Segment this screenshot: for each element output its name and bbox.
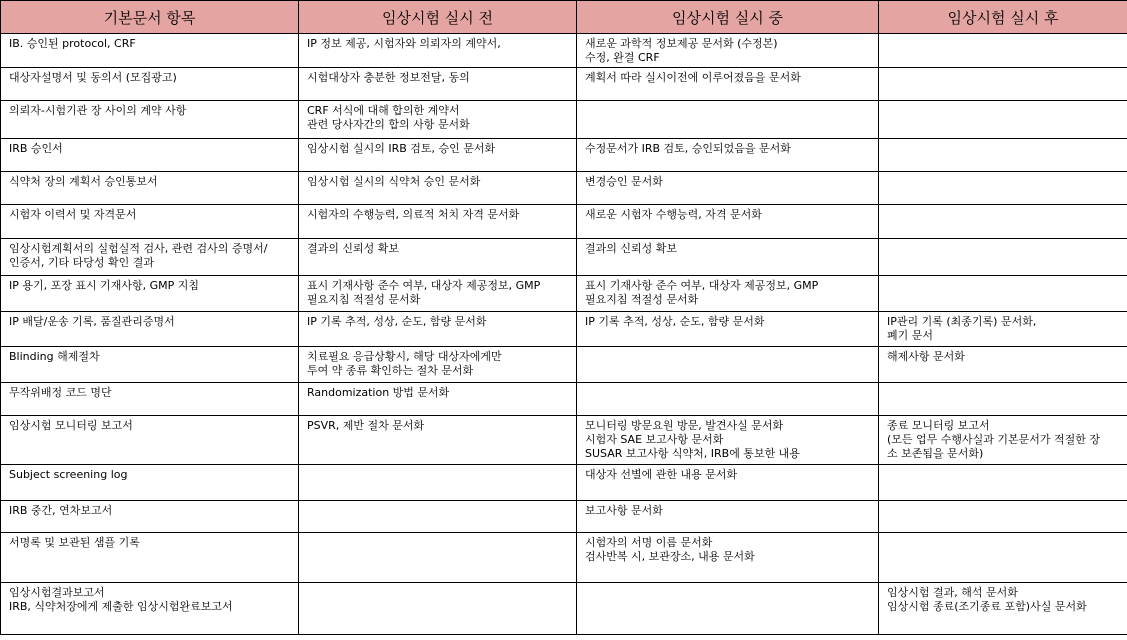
table-row	[1, 465, 1127, 501]
document-item-cell	[1, 101, 299, 139]
cell-text: 변경승인 문서화	[585, 175, 663, 188]
before-trial-cell	[299, 34, 577, 68]
document-item-cell	[1, 312, 299, 347]
cell-text	[299, 501, 576, 506]
cell-text: 임상시험 모니터링 보고서	[9, 419, 133, 432]
before-trial-cell	[299, 172, 577, 205]
document-item-cell	[1, 139, 299, 172]
cell-text: 보고사항 문서화	[585, 504, 663, 517]
cell-text: IRB 승인서	[9, 142, 63, 155]
cell-text: 임상시험 실시의 IRB 검토, 승인 문서화	[307, 142, 496, 155]
cell-text: 결과의 신뢰성 확보	[307, 242, 400, 255]
after-trial-cell	[879, 383, 1127, 416]
during-trial-cell	[577, 139, 879, 172]
after-trial-cell	[879, 172, 1127, 205]
after-trial-cell	[879, 583, 1127, 635]
cell-text	[879, 205, 1127, 210]
table-row	[1, 312, 1127, 347]
document-item-cell	[1, 383, 299, 416]
during-trial-cell	[577, 34, 879, 68]
cell-text	[879, 383, 1127, 388]
cell-text: IP 정보 제공, 시험자와 의뢰자의 계약서,	[307, 37, 501, 50]
header-basic-document-item: 기본문서 항목	[1, 1, 299, 34]
cell-text: 식약처 장의 계획서 승인통보서	[9, 175, 158, 188]
cell-text: IP 기록 추적, 성상, 순도, 함량 문서화	[307, 315, 487, 328]
cell-text	[299, 533, 576, 538]
document-item-cell	[1, 533, 299, 583]
during-trial-cell	[577, 239, 879, 276]
after-trial-cell	[879, 347, 1127, 383]
document-item-cell	[1, 583, 299, 635]
cell-text: 결과의 신뢰성 확보	[585, 242, 678, 255]
table-row	[1, 347, 1127, 383]
table-row	[1, 34, 1127, 68]
before-trial-cell	[299, 533, 577, 583]
cell-text: 시험자의 수행능력, 의료적 처치 자격 문서화	[307, 208, 520, 221]
after-trial-cell	[879, 68, 1127, 101]
before-trial-cell	[299, 239, 577, 276]
header-before-trial: 임상시험 실시 전	[299, 1, 577, 34]
cell-text: 시험자 이력서 및 자격문서	[9, 208, 137, 221]
during-trial-cell	[577, 583, 879, 635]
cell-text: 계획서 따라 실시이전에 이루어졌음을 문서화	[585, 71, 801, 84]
cell-text	[879, 68, 1127, 73]
before-trial-cell	[299, 205, 577, 239]
header-after-trial: 임상시험 실시 후	[879, 1, 1127, 34]
cell-text: 표시 기재사항 준수 여부, 대상자 제공정보, GMP 필요지침 적절성 문서화	[307, 279, 541, 306]
cell-text: 새로운 시험자 수행능력, 자격 문서화	[585, 208, 762, 221]
during-trial-cell	[577, 276, 879, 312]
cell-text: Randomization 방법 문서화	[307, 386, 450, 399]
cell-text	[879, 139, 1127, 144]
cell-text: 임상시험결과보고서 IRB, 식약처장에게 제출한 임상시험완료보고서	[9, 586, 233, 613]
table-row	[1, 383, 1127, 416]
during-trial-cell	[577, 172, 879, 205]
table-row	[1, 276, 1127, 312]
cell-text	[879, 101, 1127, 106]
cell-text	[879, 501, 1127, 506]
cell-text: IRB 중간, 연차보고서	[9, 504, 113, 517]
cell-text	[577, 583, 878, 588]
cell-text	[299, 583, 576, 588]
during-trial-cell	[577, 312, 879, 347]
cell-text: 모니터링 방문요원 방문, 발견사실 문서화 시험자 SAE 보고사항 문서화 SUSAR 보고사항 식약처, IRB에 통보한 내용	[585, 419, 800, 460]
cell-text: 시험대상자 충분한 정보전달, 동의	[307, 71, 470, 84]
cell-text: 무작위배정 코드 명단	[9, 386, 112, 399]
document-item-cell	[1, 501, 299, 533]
during-trial-cell	[577, 383, 879, 416]
after-trial-cell	[879, 101, 1127, 139]
after-trial-cell	[879, 276, 1127, 312]
before-trial-cell	[299, 501, 577, 533]
table-row	[1, 172, 1127, 205]
cell-text: IP 배달/운송 기록, 품질관리증명서	[9, 315, 175, 328]
before-trial-cell	[299, 101, 577, 139]
before-trial-cell	[299, 312, 577, 347]
document-item-cell	[1, 347, 299, 383]
before-trial-cell	[299, 416, 577, 465]
cell-text: 의뢰자-시험기관 장 사이의 계약 사항	[9, 104, 187, 117]
during-trial-cell	[577, 347, 879, 383]
after-trial-cell	[879, 465, 1127, 501]
document-item-cell	[1, 34, 299, 68]
header-during-trial: 임상시험 실시 중	[577, 1, 879, 34]
cell-text: IP관리 기록 (최종기록) 문서화, 폐기 문서	[887, 315, 1037, 342]
cell-text	[299, 465, 576, 470]
cell-text	[879, 533, 1127, 538]
during-trial-cell	[577, 101, 879, 139]
table-row	[1, 68, 1127, 101]
cell-text: 종료 모니터링 보고서 (모든 업무 수행사실과 기본문서가 적절한 장 소 보존됨을 문서화)	[887, 419, 1101, 460]
cell-text: Subject screening log	[9, 468, 128, 481]
cell-text: 표시 기재사항 준수 여부, 대상자 제공정보, GMP 필요지침 적절성 문서화	[585, 279, 819, 306]
table-body	[1, 34, 1127, 635]
cell-text: 수정문서가 IRB 검토, 승인되었음을 문서화	[585, 142, 791, 155]
table-row	[1, 416, 1127, 465]
before-trial-cell	[299, 68, 577, 101]
document-item-cell	[1, 416, 299, 465]
before-trial-cell	[299, 139, 577, 172]
during-trial-cell	[577, 68, 879, 101]
document-item-cell	[1, 276, 299, 312]
before-trial-cell	[299, 465, 577, 501]
after-trial-cell	[879, 34, 1127, 68]
cell-text: IP 용기, 포장 표시 기재사항, GMP 지침	[9, 279, 200, 292]
cell-text: 해제사항 문서화	[887, 350, 965, 363]
document-item-cell	[1, 205, 299, 239]
cell-text: 대상자 선별에 관한 내용 문서화	[585, 468, 738, 481]
table-row	[1, 139, 1127, 172]
cell-text: IP 기록 추적, 성상, 순도, 함량 문서화	[585, 315, 765, 328]
cell-text: PSVR, 제반 절차 문서화	[307, 419, 425, 432]
cell-text	[577, 101, 878, 106]
before-trial-cell	[299, 347, 577, 383]
cell-text	[879, 465, 1127, 470]
document-item-cell	[1, 465, 299, 501]
cell-text: IB. 승인된 protocol, CRF	[9, 37, 136, 50]
during-trial-cell	[577, 501, 879, 533]
after-trial-cell	[879, 239, 1127, 276]
before-trial-cell	[299, 383, 577, 416]
table-row	[1, 205, 1127, 239]
after-trial-cell	[879, 139, 1127, 172]
cell-text: 새로운 과학적 정보제공 문서화 (수정본) 수정, 완결 CRF	[585, 37, 778, 64]
during-trial-cell	[577, 205, 879, 239]
after-trial-cell	[879, 533, 1127, 583]
cell-text: CRF 서식에 대해 합의한 계약서 관련 당사자간의 합의 사항 문서화	[307, 104, 470, 131]
cell-text: 시험자의 서명 이름 문서화 검사반복 시, 보관장소, 내용 문서화	[585, 536, 755, 563]
after-trial-cell	[879, 501, 1127, 533]
after-trial-cell	[879, 205, 1127, 239]
cell-text: 대상자설명서 및 동의서 (모집광고)	[9, 71, 177, 84]
cell-text	[879, 172, 1127, 177]
cell-text: 치료필요 응급상황시, 해당 대상자에게만 투여 약 종류 확인하는 절차 문서화	[307, 350, 502, 377]
document-item-cell	[1, 172, 299, 205]
table-row	[1, 239, 1127, 276]
table-header-row	[1, 1, 1127, 34]
after-trial-cell	[879, 416, 1127, 465]
cell-text: 임상시험 실시의 식약처 승인 문서화	[307, 175, 481, 188]
cell-text	[577, 383, 878, 388]
during-trial-cell	[577, 465, 879, 501]
cell-text: 임상시험계획서의 실험실적 검사, 관련 검사의 증명서/ 인증서, 기타 타당성 확인 결과	[9, 242, 268, 269]
cell-text	[879, 34, 1127, 39]
before-trial-cell	[299, 276, 577, 312]
cell-text	[577, 347, 878, 352]
table-row	[1, 583, 1127, 635]
during-trial-cell	[577, 416, 879, 465]
cell-text	[879, 276, 1127, 281]
cell-text: Blinding 해제절차	[9, 350, 100, 363]
during-trial-cell	[577, 533, 879, 583]
cell-text: 서명록 및 보관된 샘플 기록	[9, 536, 140, 549]
cell-text	[879, 239, 1127, 244]
document-item-cell	[1, 239, 299, 276]
table-row	[1, 533, 1127, 583]
table-row	[1, 501, 1127, 533]
cell-text: 임상시험 결과, 해석 문서화 임상시험 종료(조기종료 포함)사실 문서화	[887, 586, 1087, 613]
document-item-cell	[1, 68, 299, 101]
before-trial-cell	[299, 583, 577, 635]
after-trial-cell	[879, 312, 1127, 347]
table-row	[1, 101, 1127, 139]
